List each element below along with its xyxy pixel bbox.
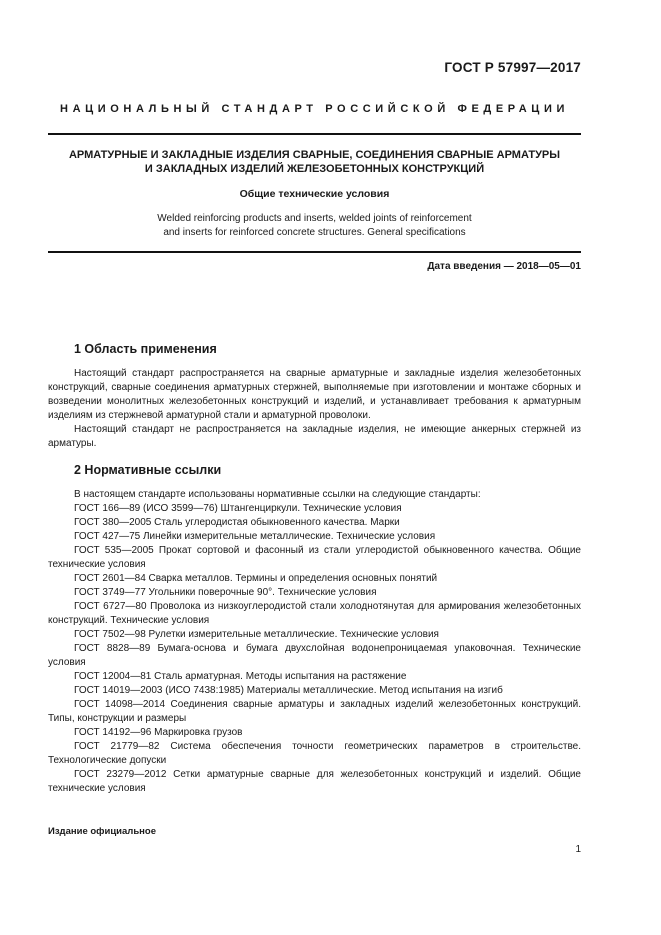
reference-item: ГОСТ 8828—89 Бумага-основа и бумага двухслойная водонепроницаемая упаковочная. Технические условия [48, 643, 581, 668]
reference-item: ГОСТ 166—89 (ИСО 3599—76) Штангенциркули. Технические условия [74, 503, 402, 514]
english-title-line: Welded reinforcing products and inserts, welded joints of reinforcement [157, 213, 472, 224]
title-line: И ЗАКЛАДНЫХ ИЗДЕЛИЙ ЖЕЛЕЗОБЕТОННЫХ КОНСТРУКЦИЙ [144, 163, 485, 175]
section-heading: 1 Область применения [74, 342, 217, 356]
english-title-line: and inserts for reinforced concrete structures. General specifications [163, 227, 466, 238]
reference-item: ГОСТ 23279—2012 Сетки арматурные сварные для железобетонных конструкций и изделий. Общие технические условия [48, 769, 581, 794]
reference-item: ГОСТ 14098—2014 Соединения сварные арматуры и закладных изделий железобетонных конструкций. Типы, конструкции и размеры [48, 699, 581, 724]
paragraph: Настоящий стандарт не распространяется на закладные изделия, не имеющие анкерных стержней из арматуры. [48, 424, 581, 449]
paragraph: В настоящем стандарте использованы нормативные ссылки на следующие стандарты: [74, 489, 481, 500]
reference-item: ГОСТ 21779—82 Система обеспечения точности геометрических параметров в строительстве. Технологические допуски [48, 741, 581, 766]
reference-item: ГОСТ 7502—98 Рулетки измерительные металлические. Технические условия [74, 629, 439, 640]
reference-item: ГОСТ 6727—80 Проволока из низкоуглеродистой стали холоднотянутая для армирования железобетонных конструкций. Технические условия [48, 601, 581, 626]
document-title [48, 148, 581, 176]
reference-item: ГОСТ 2601—84 Сварка металлов. Термины и определения основных понятий [74, 573, 438, 584]
reference-item: ГОСТ 3749—77 Угольники поверочные 90°. Технические условия [74, 587, 377, 598]
top-divider [48, 133, 581, 135]
title-divider [48, 251, 581, 253]
document-subtitle: Общие технические условия [239, 188, 390, 200]
english-title [48, 212, 581, 240]
reference-item: ГОСТ 12004—81 Сталь арматурная. Методы испытания на растяжение [74, 671, 407, 682]
reference-item: ГОСТ 427—75 Линейки измерительные металлические. Технические условия [74, 531, 436, 542]
section-scope [48, 341, 581, 451]
reference-item: ГОСТ 14019—2003 (ИСО 7438:1985) Материалы металлические. Метод испытания на изгиб [74, 685, 503, 696]
paragraph: Настоящий стандарт распространяется на сварные арматурные и закладные изделия железобетонных конструкций, сварные соединения арматурных стержней, выполняемые при изготовлении и монтаже сборных и возведении монолитных железобетонных конструкций и изделий, и устанавливает требования к арматурным изделиям из стержневой арматурной стали и арматурной проволоки. [48, 368, 581, 421]
official-edition-note: Издание официальное [48, 826, 156, 837]
reference-item: ГОСТ 535—2005 Прокат сортовой и фасонный из стали углеродистой обыкновенного качества. Общие технические условия [48, 545, 581, 570]
reference-item: ГОСТ 380—2005 Сталь углеродистая обыкновенного качества. Марки [74, 517, 400, 528]
title-line: АРМАТУРНЫЕ И ЗАКЛАДНЫЕ ИЗДЕЛИЯ СВАРНЫЕ, СОЕДИНЕНИЯ СВАРНЫЕ АРМАТУРЫ [68, 149, 561, 161]
section-heading: 2 Нормативные ссылки [74, 463, 222, 477]
page-number: 1 [575, 844, 581, 855]
section-normative-references [48, 462, 581, 796]
national-standard-heading: НАЦИОНАЛЬНЫЙ СТАНДАРТ РОССИЙСКОЙ ФЕДЕРАЦИИ [60, 103, 569, 115]
document-code: ГОСТ Р 57997—2017 [444, 60, 581, 75]
reference-item: ГОСТ 14192—96 Маркировка грузов [74, 727, 243, 738]
introduction-date: Дата введения — 2018—05—01 [427, 261, 581, 272]
